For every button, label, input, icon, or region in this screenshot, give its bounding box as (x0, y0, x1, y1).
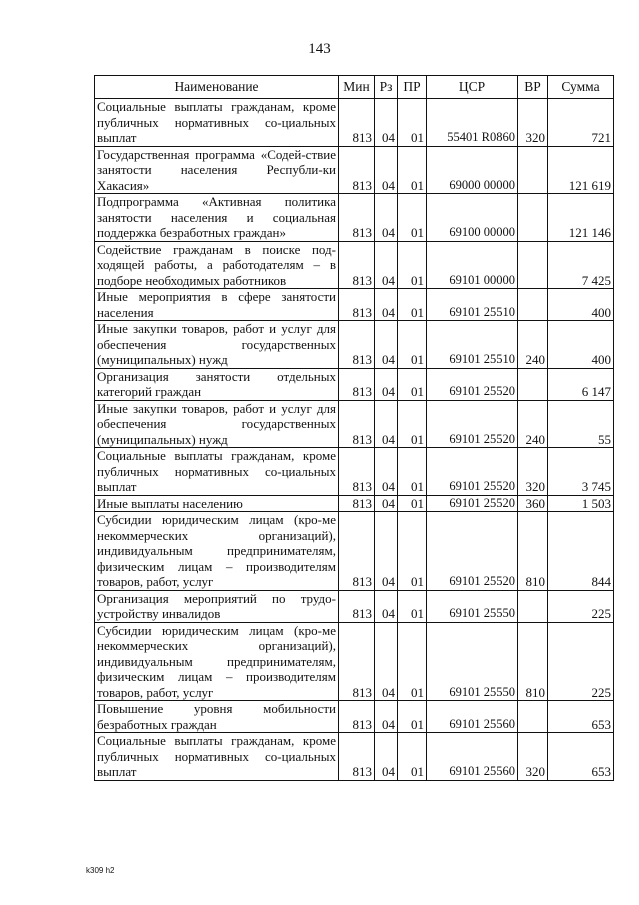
cell-pr: 01 (398, 495, 427, 512)
cell-pr: 01 (398, 590, 427, 622)
cell-pr: 01 (398, 194, 427, 242)
cell-pr: 01 (398, 701, 427, 733)
cell-vr (518, 701, 548, 733)
cell-sum: 844 (548, 512, 614, 591)
cell-name: Иные закупки товаров, работ и услуг для обеспечения государственных (муниципальных) нужд (95, 400, 339, 448)
cell-vr: 240 (518, 321, 548, 369)
table-row (95, 146, 614, 194)
table-row (95, 321, 614, 369)
cell-csr: 69101 25550 (427, 622, 518, 701)
cell-name: Социальные выплаты гражданам, кроме публичных нормативных со-циальных выплат (95, 99, 339, 147)
cell-csr: 69101 25510 (427, 289, 518, 321)
table-row (95, 241, 614, 289)
cell-rz: 04 (375, 495, 398, 512)
cell-sum: 1 503 (548, 495, 614, 512)
cell-name: Субсидии юридическим лицам (кро-ме некоммерческих организаций), индивидуальным предпринимателям, физическим лицам – производителям товаров, работ, услуг (95, 622, 339, 701)
cell-min: 813 (339, 241, 375, 289)
cell-sum: 3 745 (548, 448, 614, 496)
cell-name: Социальные выплаты гражданам, кроме публичных нормативных со-циальных выплат (95, 733, 339, 781)
cell-csr: 69101 25520 (427, 400, 518, 448)
cell-name: Организация мероприятий по трудо-устройству инвалидов (95, 590, 339, 622)
cell-vr: 320 (518, 448, 548, 496)
table-header-row (95, 76, 614, 99)
header-vr: ВР (518, 76, 548, 99)
cell-pr: 01 (398, 448, 427, 496)
cell-sum: 653 (548, 733, 614, 781)
table-row (95, 512, 614, 591)
cell-vr: 810 (518, 512, 548, 591)
cell-name: Содействие гражданам в поиске под-ходящей работы, а работодателям – в подборе необходимых работников (95, 241, 339, 289)
cell-pr: 01 (398, 400, 427, 448)
table-row (95, 622, 614, 701)
cell-sum: 225 (548, 622, 614, 701)
table-row (95, 590, 614, 622)
cell-vr: 360 (518, 495, 548, 512)
cell-csr: 69100 00000 (427, 194, 518, 242)
cell-rz: 04 (375, 512, 398, 591)
cell-min: 813 (339, 512, 375, 591)
cell-csr: 69101 00000 (427, 241, 518, 289)
cell-rz: 04 (375, 590, 398, 622)
cell-rz: 04 (375, 321, 398, 369)
table-row (95, 194, 614, 242)
footer-code: k309 h2 (86, 866, 115, 875)
cell-name: Иные мероприятия в сфере занятости населения (95, 289, 339, 321)
table-row (95, 701, 614, 733)
cell-min: 813 (339, 368, 375, 400)
cell-name: Социальные выплаты гражданам, кроме публичных нормативных со-циальных выплат (95, 448, 339, 496)
cell-name: Иные выплаты населению (95, 495, 339, 512)
header-rz: Рз (375, 76, 398, 99)
cell-min: 813 (339, 701, 375, 733)
cell-name: Организация занятости отдельных категорий граждан (95, 368, 339, 400)
cell-pr: 01 (398, 622, 427, 701)
cell-csr: 69101 25560 (427, 701, 518, 733)
cell-min: 813 (339, 321, 375, 369)
header-sum: Сумма (548, 76, 614, 99)
cell-sum: 6 147 (548, 368, 614, 400)
cell-min: 813 (339, 400, 375, 448)
cell-pr: 01 (398, 241, 427, 289)
cell-sum: 653 (548, 701, 614, 733)
cell-csr: 69101 25510 (427, 321, 518, 369)
cell-vr: 240 (518, 400, 548, 448)
cell-pr: 01 (398, 289, 427, 321)
cell-vr (518, 194, 548, 242)
page-number: 143 (308, 41, 331, 57)
cell-rz: 04 (375, 146, 398, 194)
table-row (95, 400, 614, 448)
header-name: Наименование (95, 76, 339, 99)
cell-name: Повышение уровня мобильности безработных граждан (95, 701, 339, 733)
cell-vr: 320 (518, 99, 548, 147)
table-row (95, 733, 614, 781)
cell-pr: 01 (398, 512, 427, 591)
cell-name: Подпрограмма «Активная политика занятости населения и социальная поддержка безработных граждан» (95, 194, 339, 242)
cell-vr (518, 146, 548, 194)
cell-rz: 04 (375, 289, 398, 321)
cell-min: 813 (339, 448, 375, 496)
cell-rz: 04 (375, 400, 398, 448)
cell-min: 813 (339, 146, 375, 194)
cell-csr: 69000 00000 (427, 146, 518, 194)
cell-sum: 400 (548, 321, 614, 369)
table-row (95, 495, 614, 512)
table-row (95, 99, 614, 147)
cell-rz: 04 (375, 194, 398, 242)
cell-name: Иные закупки товаров, работ и услуг для обеспечения государственных (муниципальных) нужд (95, 321, 339, 369)
cell-vr (518, 241, 548, 289)
cell-csr: 69101 25520 (427, 512, 518, 591)
cell-rz: 04 (375, 701, 398, 733)
cell-min: 813 (339, 622, 375, 701)
cell-sum: 225 (548, 590, 614, 622)
cell-sum: 721 (548, 99, 614, 147)
cell-rz: 04 (375, 448, 398, 496)
cell-rz: 04 (375, 622, 398, 701)
cell-vr (518, 590, 548, 622)
cell-rz: 04 (375, 733, 398, 781)
cell-pr: 01 (398, 733, 427, 781)
cell-min: 813 (339, 733, 375, 781)
cell-csr: 69101 25520 (427, 495, 518, 512)
cell-csr: 69101 25520 (427, 368, 518, 400)
cell-min: 813 (339, 194, 375, 242)
cell-sum: 121 146 (548, 194, 614, 242)
cell-min: 813 (339, 99, 375, 147)
cell-vr: 810 (518, 622, 548, 701)
cell-pr: 01 (398, 368, 427, 400)
cell-csr: 55401 R0860 (427, 99, 518, 147)
table-row (95, 368, 614, 400)
header-pr: ПР (398, 76, 427, 99)
budget-table (94, 75, 614, 781)
cell-name: Государственная программа «Содей-ствие занятости населения Республи-ки Хакасия» (95, 146, 339, 194)
cell-vr (518, 368, 548, 400)
cell-csr: 69101 25520 (427, 448, 518, 496)
table-row (95, 289, 614, 321)
cell-rz: 04 (375, 368, 398, 400)
cell-csr: 69101 25550 (427, 590, 518, 622)
cell-pr: 01 (398, 146, 427, 194)
table-row (95, 448, 614, 496)
cell-rz: 04 (375, 241, 398, 289)
cell-rz: 04 (375, 99, 398, 147)
cell-sum: 7 425 (548, 241, 614, 289)
cell-pr: 01 (398, 321, 427, 369)
cell-sum: 400 (548, 289, 614, 321)
cell-vr: 320 (518, 733, 548, 781)
cell-min: 813 (339, 289, 375, 321)
cell-pr: 01 (398, 99, 427, 147)
header-csr: ЦСР (427, 76, 518, 99)
cell-sum: 121 619 (548, 146, 614, 194)
header-min: Мин (339, 76, 375, 99)
cell-min: 813 (339, 495, 375, 512)
cell-sum: 55 (548, 400, 614, 448)
cell-min: 813 (339, 590, 375, 622)
cell-csr: 69101 25560 (427, 733, 518, 781)
cell-name: Субсидии юридическим лицам (кро-ме некоммерческих организаций), индивидуальным предпринимателям, физическим лицам – производителям товаров, работ, услуг (95, 512, 339, 591)
cell-vr (518, 289, 548, 321)
